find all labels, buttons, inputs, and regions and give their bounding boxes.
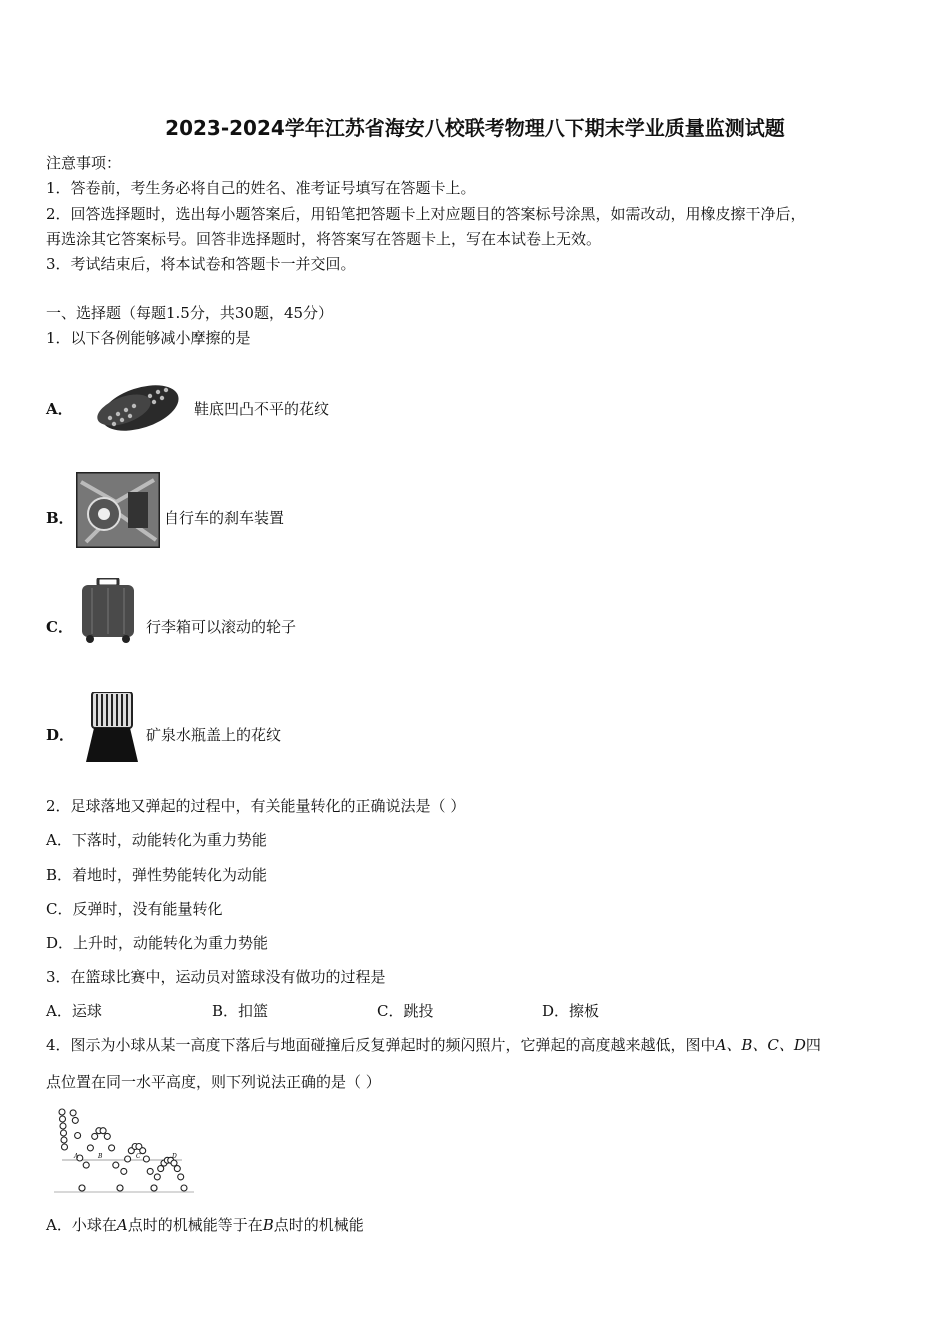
notice-item: 1．答卷前，考生务必将自己的姓名、准考证号填写在答题卡上。 xyxy=(46,179,476,197)
option-text: 鞋底凹凸不平的花纹 xyxy=(194,400,330,418)
notice-heading: 注意事项： xyxy=(46,154,122,172)
question-2-option: A．下落时，动能转化为重力势能 xyxy=(46,831,267,849)
ball-dot xyxy=(178,1174,184,1180)
option-letter: C． xyxy=(46,618,73,636)
ball-dot xyxy=(92,1133,98,1139)
figure-label-d: D xyxy=(172,1153,177,1160)
ball-dot xyxy=(151,1185,157,1191)
question-4-option-a: A．小球在A点时的机械能等于在B点时的机械能 xyxy=(46,1216,364,1234)
ball-dot xyxy=(104,1133,110,1139)
notice-item: 3．考试结束后，将本试卷和答题卡一并交回。 xyxy=(46,255,356,273)
bouncing-ball-figure xyxy=(54,1108,194,1194)
ball-dot xyxy=(59,1109,65,1115)
figure-label-b: B xyxy=(98,1153,103,1160)
page-title: 2023-2024学年江苏省海安八校联考物理八下期末学业质量监测试题 xyxy=(165,116,785,140)
shoe-sole-icon xyxy=(90,368,182,438)
ball-dot xyxy=(75,1133,81,1139)
ball-dot xyxy=(61,1137,67,1143)
notice-item: 再选涂其它答案标号。回答非选择题时，将答案写在答题卡上，写在本试卷上无效。 xyxy=(46,230,602,248)
ball-dot xyxy=(83,1162,89,1168)
ball-dot xyxy=(79,1185,85,1191)
ball-dot xyxy=(158,1166,164,1172)
ball-dot xyxy=(125,1156,131,1162)
ball-dot xyxy=(154,1174,160,1180)
ball-dot xyxy=(174,1166,180,1172)
question-3-option: B．扣篮 xyxy=(212,1002,269,1020)
suitcase-icon xyxy=(78,578,138,644)
question-3-stem: 3．在篮球比赛中，运动员对篮球没有做功的过程是 xyxy=(46,968,386,986)
ball-dot xyxy=(121,1168,127,1174)
question-2-option: C．反弹时，没有能量转化 xyxy=(46,900,223,918)
question-1-stem: 1．以下各例能够减小摩擦的是 xyxy=(46,329,251,347)
question-4-stem-line2: 点位置在同一水平高度，则下列说法正确的是（ ） xyxy=(46,1073,381,1091)
ball-dot xyxy=(181,1185,187,1191)
ball-dot xyxy=(147,1168,153,1174)
ball-dot xyxy=(143,1156,149,1162)
ball-dot xyxy=(62,1144,68,1150)
bottle-cap-icon xyxy=(84,692,140,762)
option-letter: D． xyxy=(46,726,75,744)
section-heading: 一、选择题（每题1.5分，共30题，45分） xyxy=(46,304,334,322)
ball-dot xyxy=(60,1123,66,1129)
question-2-option: D．上升时，动能转化为重力势能 xyxy=(46,934,269,952)
ball-dot xyxy=(117,1185,123,1191)
figure-label-a: A xyxy=(74,1153,79,1160)
question-3-option: C．跳投 xyxy=(377,1002,434,1020)
ball-dot xyxy=(61,1130,67,1136)
ball-dot xyxy=(140,1148,146,1154)
option-letter: A． xyxy=(46,400,73,418)
ball-dot xyxy=(100,1128,106,1134)
figure-label-c: C xyxy=(136,1153,141,1160)
ball-dot xyxy=(72,1117,78,1123)
bicycle-brake-icon xyxy=(76,472,160,548)
ball-dot xyxy=(60,1116,66,1122)
option-text: 行李箱可以滚动的轮子 xyxy=(146,618,297,636)
question-3-option: A．运球 xyxy=(46,1002,102,1020)
notice-item: 2．回答选择题时，选出每小题答案后，用铅笔把答题卡上对应题目的答案标号涂黑，如需改动，用橡皮擦干净后， xyxy=(46,205,806,223)
question-4-stem-line1: 4．图示为小球从某一高度下落后与地面碰撞后反复弹起时的频闪照片，它弹起的高度越来越低，图中A、B、C、D四 xyxy=(46,1036,821,1054)
question-2-stem: 2．足球落地又弹起的过程中，有关能量转化的正确说法是（ ） xyxy=(46,797,466,815)
ball-dot xyxy=(109,1145,115,1151)
ball-dot xyxy=(70,1110,76,1116)
option-text: 自行车的刹车装置 xyxy=(164,509,285,527)
option-letter: B． xyxy=(46,509,74,527)
ball-dot xyxy=(87,1145,93,1151)
ball-dot xyxy=(113,1162,119,1168)
option-text: 矿泉水瓶盖上的花纹 xyxy=(146,726,282,744)
question-2-option: B．着地时，弹性势能转化为动能 xyxy=(46,866,268,884)
question-3-option: D．擦板 xyxy=(542,1002,600,1020)
ball-dot xyxy=(171,1160,177,1166)
